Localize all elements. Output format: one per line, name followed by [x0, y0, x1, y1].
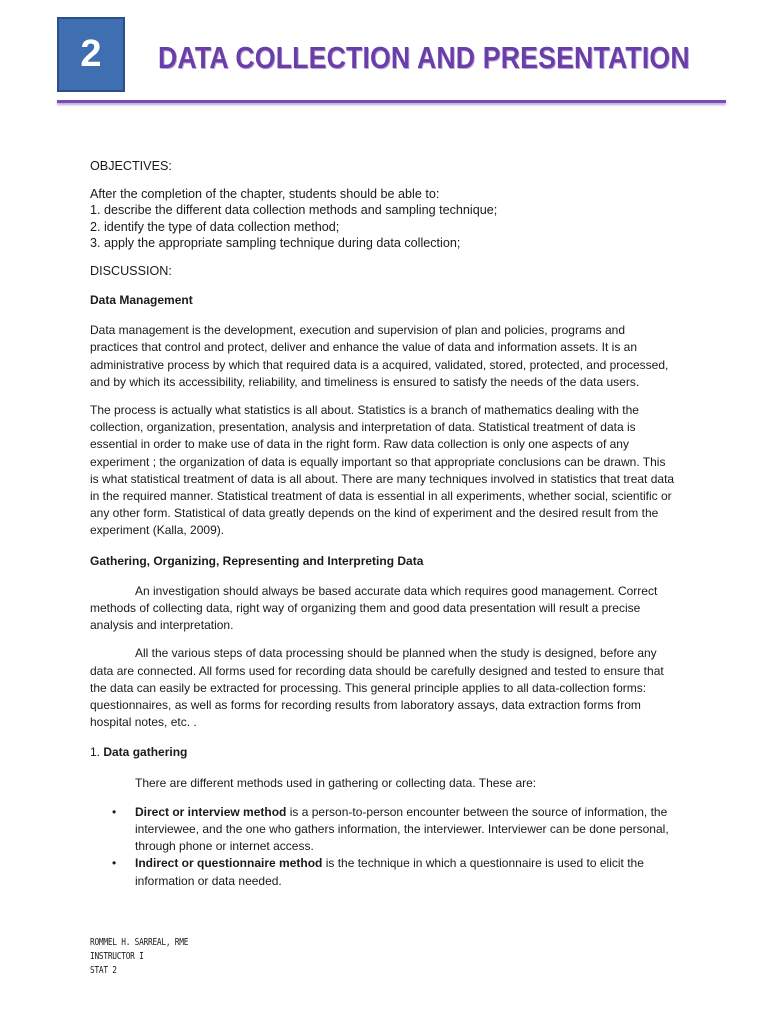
method-term: Direct or interview method — [135, 804, 287, 819]
paragraph-2: The process is actually what statistics is all about. Statistics is a branch of mathematics dealing with the collection, organization, presentation, analysis and interpretation of data. Statistical treatment of data is essential in order to make use of data in the right form. Raw data collection is only one aspects of any experiment ; the organization of data is equally important so that appropriate conclusions can be drawn. This is what statistical treatment of data is all about. There are many techniques involved in statistics that treat data in the required manner. Statistical treatment of data is essential in all experiments, whether social, scientific or any other form. Statistical of data greatly depends on the kind of experiment and the desired result from the experiment (Kalla, 2009). — [90, 403, 675, 538]
chapter-number: 2 — [80, 33, 102, 75]
chapter-number-box — [57, 17, 125, 92]
objective-item: 2. identify the type of data collection method; — [90, 219, 340, 234]
objectives-intro: After the completion of the chapter, students should be able to: — [90, 186, 440, 201]
author-footer — [90, 936, 188, 978]
paragraph-3: An investigation should always be based accurate data which requires good management. Correct methods of collecting data, right way of organizing them and good data presentation will result a precise analysis and interpretation. — [90, 583, 658, 633]
section-1-title: Data gathering — [103, 745, 188, 760]
data-management-heading: Data Management — [90, 293, 193, 307]
bullet: • — [112, 856, 117, 871]
method-text: is the technique in which a questionnaire is used to elicit the information or data needed. — [135, 856, 644, 888]
bullet: • — [112, 804, 117, 819]
objectives-heading: OBJECTIVES: — [90, 159, 172, 173]
course-code: STAT 2 — [90, 965, 117, 976]
section-1-heading — [90, 744, 675, 761]
objective-item: 1. describe the different data collection methods and sampling technique; — [90, 203, 498, 217]
author-name: ROMMEL H. SARREAL, RME — [90, 937, 189, 948]
author-position: INSTRUCTOR I — [90, 951, 144, 962]
method-term: Indirect or questionnaire method — [135, 856, 323, 871]
paragraph-1: Data management is the development, execution and supervision of plan and policies, programs and practices that control and protect, deliver and enhance the value of data and information assets. It is an administrative process by which that required data is a acquired, validated, stored, protected, and processed, and by which its accessibility, reliability, and timeliness is ensured to satisfy the needs of the data users. — [90, 323, 669, 389]
objective-item: 3. apply the appropriate sampling technique during data collection; — [90, 236, 461, 250]
title-divider — [57, 100, 726, 103]
list-item — [90, 804, 675, 856]
paragraph-4: All the various steps of data processing should be planned when the study is designed, before any data are connected. All forms used for recording data should be carefully designed and tested to ensure that the data can easily be extracted for processing. This general principle applies to all data-collection forms: questionnaires, as well as forms for recording results from laboratory assays, data extraction forms from hospital notes, etc. . — [90, 646, 664, 730]
list-item — [90, 855, 675, 889]
document-body — [90, 158, 675, 890]
gathering-heading: Gathering, Organizing, Representing and Interpreting Data — [90, 553, 424, 568]
methods-intro: There are different methods used in gathering or collecting data. These are: — [135, 775, 537, 790]
methods-list — [90, 804, 675, 890]
section-1-number: 1. — [90, 745, 104, 760]
chapter-title: DATA COLLECTION AND PRESENTATION — [158, 40, 690, 75]
discussion-heading: DISCUSSION: — [90, 263, 172, 278]
method-text: is a person-to-person encounter between the source of information, the interviewee, and the one who gathers information, the interviewer. Interviewer can be done personal, through phone or internet access. — [135, 804, 669, 854]
